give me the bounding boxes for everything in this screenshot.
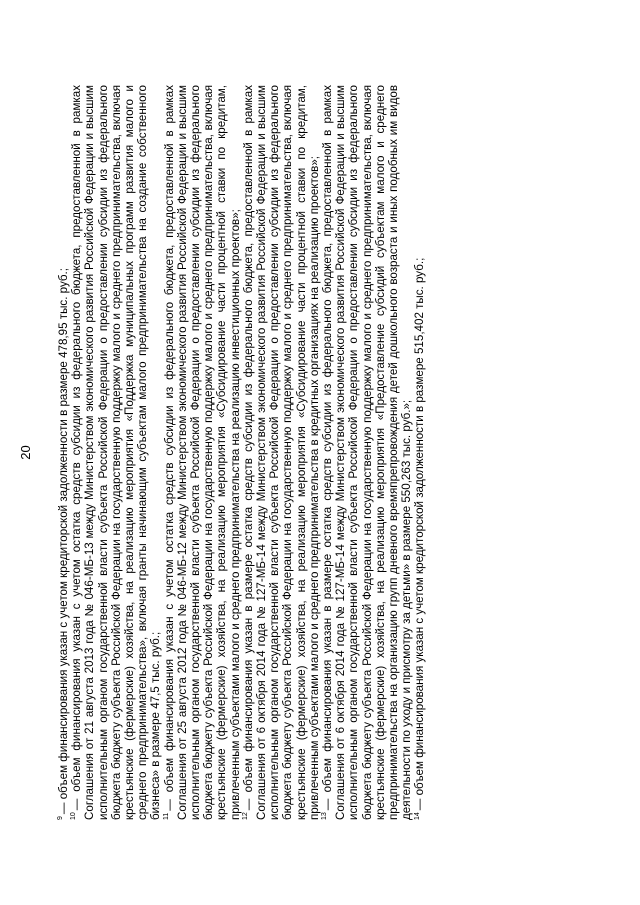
footnote-mark: 12 (241, 812, 249, 820)
footnote-text: — объем финансирования указан в размере остатка средств субсидии из федерального бюджета, предоставленной в рамках Соглашения от 6 октября 2014 года № 127-МБ-14 между Министерством экономического развития Российской Федерации и высшим исполнительным органом государственной власти субъекта Российской Федерации о предоставлении субсидии из федерального бюджета бюджету субъекта Российской Федерации на государственную поддержку малого и среднего предпринимательства, включая крестьянские (фермерские) хозяйства, на реализацию мероприятия «Субсидирование части процентной ставки по кредитам, привлеченным субъектами малого и среднего предпринимательства в кредитных организациях на реализацию проектов»; (241, 85, 321, 820)
footnote-text: — объем финансирования указан с учетом остатка средств субсидии из федерального бюджета, предоставленной в рамках Соглашения от 25 августа 2012 года № 046-МБ-12 между Министерством экономического развития Российской Федерации и высшим исполнительным органом государственной власти субъекта Российской Федерации о предоставлении субсидии из федерального бюджета бюджету субъекта Российской Федерации на государственную поддержку малого и среднего предпринимательства, включая крестьянские (фермерские) хозяйства, на реализацию мероприятия «Субсидирование части процентной ставки по кредитам, привлеченным субъектами малого и среднего предпринимательства на реализацию инвестиционных проектов»; (162, 85, 242, 820)
footnote-13 (321, 85, 413, 820)
footnote-text: — объем финансирования указан в размере остатка средств субсидии из федерального бюджета, предоставленной в рамках Соглашения от 6 октября 2014 года № 127-МБ-14 между Министерством экономического развития Российской Федерации и высшим исполнительным органом государственной власти субъекта Российской Федерации о предоставлении субсидии из федерального бюджета бюджету субъекта Российской Федерации на государственную поддержку малого и среднего предпринимательства, включая крестьянские (фермерские) хозяйства, на реализацию мероприятия «Предоставление субсидий субъектам малого и среднего предпринимательства на организацию групп дневного времяпрепровождения детей дошкольного возраста и иных подобных им видов деятельности по уходу и присмотру за детьми» в размере 550,263 тыс. руб.»; (321, 85, 414, 820)
page-number: 20 (18, 445, 33, 460)
footnote-14 (413, 85, 426, 820)
footnote-10 (70, 85, 162, 820)
footnote-mark: 11 (162, 812, 170, 820)
footnote-12 (242, 85, 321, 820)
footnotes-block (57, 85, 427, 820)
footnote-text: — объем финансирования указан с учетом кредиторской задолженности в размере 515,402 тыс. руб.; (413, 257, 427, 811)
footnote-9 (57, 85, 70, 820)
footnote-mark: 10 (70, 812, 78, 820)
footnote-mark: 9 (57, 816, 65, 820)
footnote-text: — объем финансирования указан с учетом остатка средств субсидии из федерального бюджета, предоставленной в рамках Соглашения от 21 августа 2013 года № 046-МБ-13 между Министерством экономического развития Российской Федерации и высшим исполнительным органом государственной власти субъекта Российской Федерации о предоставлении субсидии из федерального бюджета бюджету субъекта Российской Федерации на государственную поддержку малого и среднего предпринимательства, включая крестьянские (фермерские) хозяйства, на реализацию мероприятия «Поддержка муниципальных программ развития малого и среднего предпринимательства», включая гранты начинающим субъектам малого предпринимательства на создание собственного бизнеса» в размере 47,5 тыс. руб.; (70, 85, 163, 820)
footnote-mark: 13 (321, 812, 329, 820)
footnote-text: — объем финансирования указан с учетом кредиторской задолженности в размере 478,95 тыс. руб.; (57, 268, 70, 815)
footnote-mark: 14 (413, 812, 421, 820)
footnote-11 (163, 85, 242, 820)
